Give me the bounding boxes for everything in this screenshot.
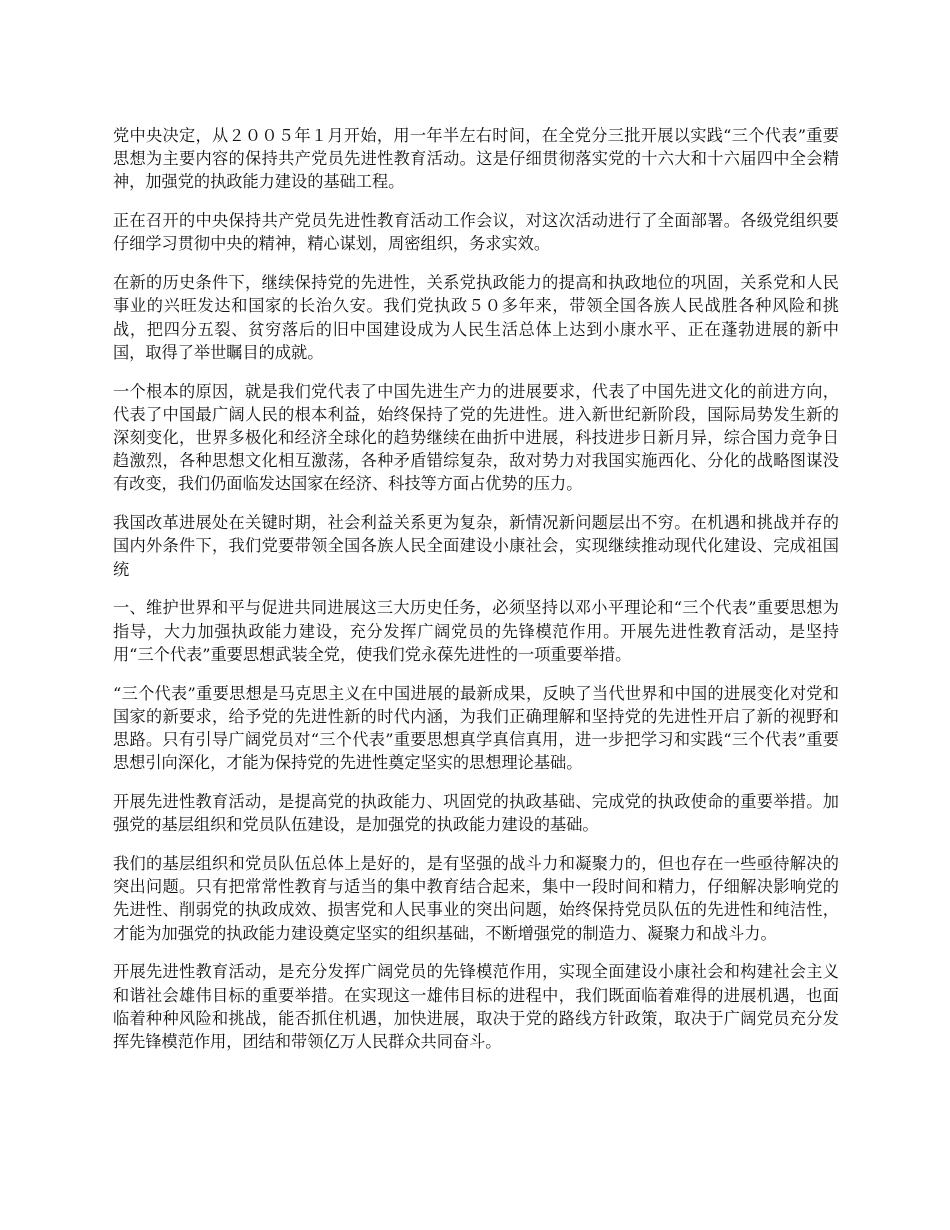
paragraph-5: 我国改革进展处在关键时期，社会利益关系更为复杂，新情况新问题层出不穷。在机遇和挑战并存的国内外条件下，我们党要带领全国各族人民全面建设小康社会，实现继续推动现代化建设、完成祖国统: [113, 513, 839, 579]
paragraph-2: 正在召开的中央保持共产党员先进性教育活动工作会议，对这次活动进行了全面部署。各级党组织要仔细学习贯彻中央的精神，精心谋划，周密组织，务求实效。: [113, 211, 839, 254]
paragraph-7: “三个代表”重要思想是马克思主义在中国进展的最新成果，反映了当代世界和中国的进展变化对党和国家的新要求，给予党的先进性新的时代内涵，为我们正确理解和坚持党的先进性开启了新的视野和思路。只有引导广阔党员对“三个代表”重要思想真学真信真用，进一步把学习和实践“三个代表”重要思想引向深化，才能为保持党的先进性奠定坚实的思想理论基础。: [113, 683, 839, 773]
paragraph-3: 在新的历史条件下，继续保持党的先进性，关系党执政能力的提高和执政地位的巩固，关系党和人民事业的兴旺发达和国家的长治久安。我们党执政５０多年来，带领全国各族人民战胜各种风险和挑战，把四分五裂、贫穷落后的旧中国建设成为人民生活总体上达到小康水平、正在蓬勃进展的新中国，取得了举世瞩目的成就。: [113, 273, 839, 362]
paragraph-6: 一、维护世界和平与促进共同进展这三大历史任务，必须坚持以邓小平理论和“三个代表”重要思想为指导，大力加强执政能力建设，充分发挥广阔党员的先锋模范作用。开展先进性教育活动，是坚持用“三个代表”重要思想武装全党，使我们党永葆先进性的一项重要举措。: [113, 598, 839, 664]
paragraph-4: 一个根本的原因，就是我们党代表了中国先进生产力的进展要求，代表了中国先进文化的前进方向，代表了中国最广阔人民的根本利益，始终保持了党的先进性。进入新世纪新阶段，国际局势发生新的深刻变化，世界多极化和经济全球化的趋势继续在曲折中进展，科技进步日新月异，综合国力竞争日趋激烈，各种思想文化相互激荡，各种矛盾错综复杂，敌对势力对我国实施西化、分化的战略图谋没有改变，我们仍面临发达国家在经济、科技等方面占优势的压力。: [113, 381, 839, 494]
paragraph-9: 我们的基层组织和党员队伍总体上是好的，是有坚强的战斗力和凝聚力的，但也存在一些亟待解决的突出问题。只有把常常性教育与适当的集中教育结合起来，集中一段时间和精力，仔细解决影响党的先进性、削弱党的执政成效、损害党和人民事业的突出问题，始终保持党员队伍的先进性和纯洁性，才能为加强党的执政能力建设奠定坚实的组织基础，不断增强党的制造力、凝聚力和战斗力。: [113, 854, 839, 943]
paragraph-8: 开展先进性教育活动，是提高党的执政能力、巩固党的执政基础、完成党的执政使命的重要举措。加强党的基层组织和党员队伍建设，是加强党的执政能力建设的基础。: [113, 792, 839, 835]
document-page: [113, 124, 839, 1069]
paragraph-1: 党中央决定，从２００５年１月开始，用一年半左右时间，在全党分三批开展以实践“三个代表”重要思想为主要内容的保持共产党员先进性教育活动。这是仔细贯彻落实党的十六大和十六届四中全会精神，加强党的执政能力建设的基础工程。: [113, 126, 839, 192]
paragraph-10: 开展先进性教育活动，是充分发挥广阔党员的先锋模范作用，实现全面建设小康社会和构建社会主义和谐社会雄伟目标的重要举措。在实现这一雄伟目标的进程中，我们既面临着难得的进展机遇，也面临着种种风险和挑战，能否抓住机遇，加快进展，取决于党的路线方针政策，取决于广阔党员充分发挥先锋模范作用，团结和带领亿万人民群众共同奋斗。: [113, 962, 839, 1052]
